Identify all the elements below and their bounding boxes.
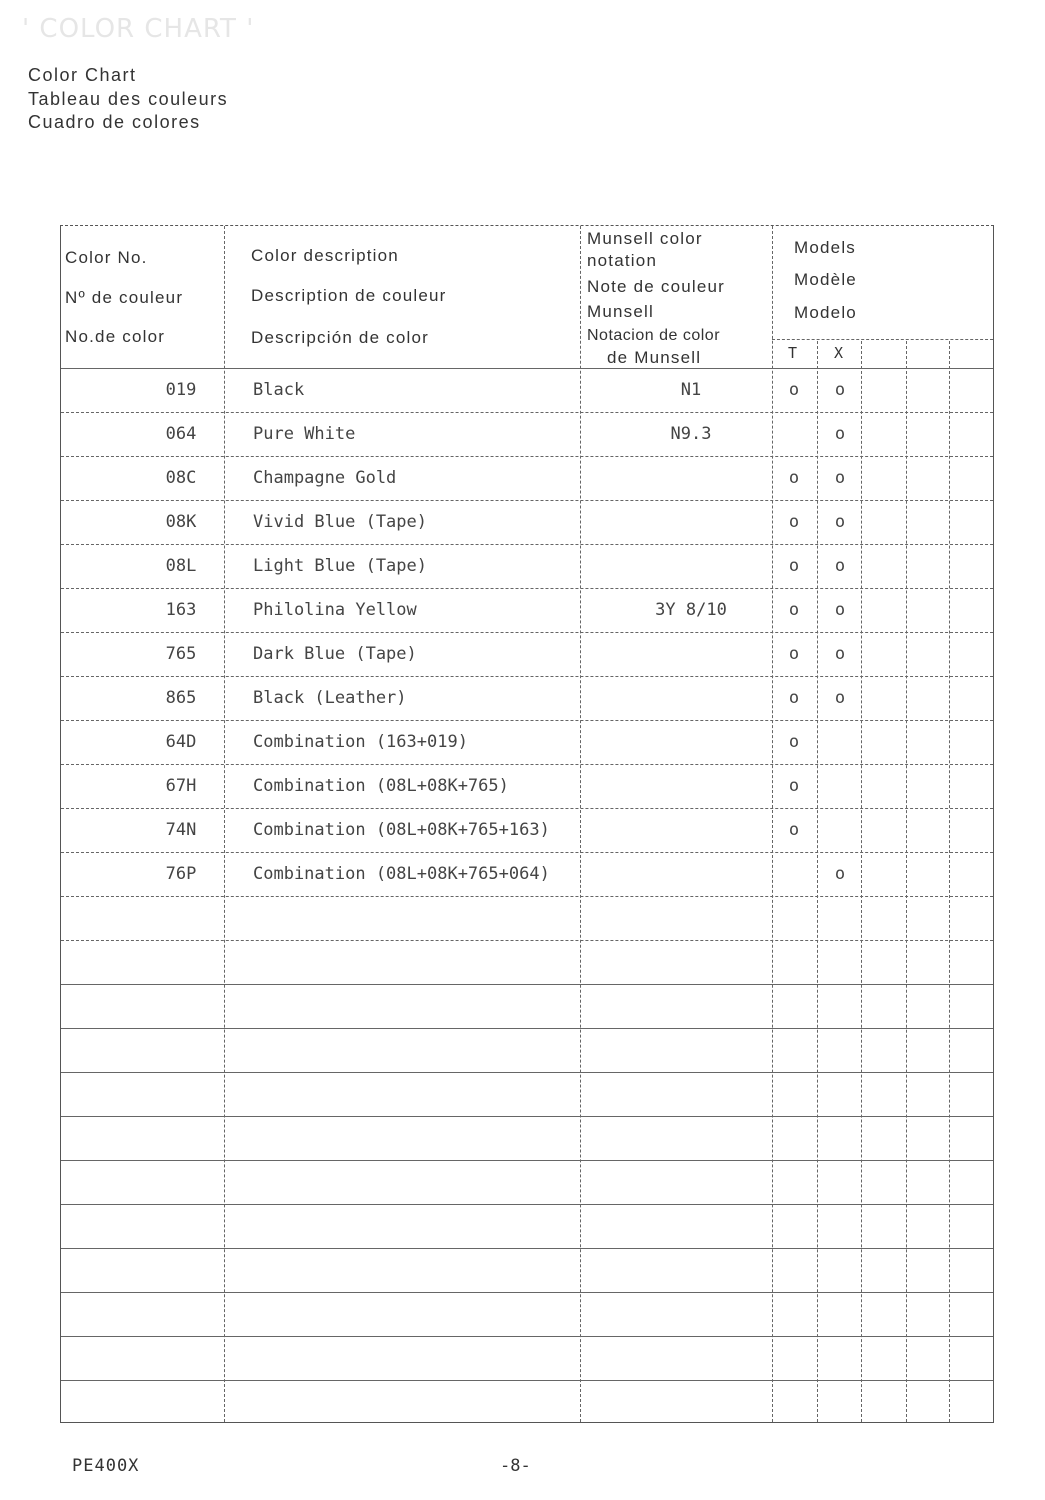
color-number-cell: 064 xyxy=(165,424,197,444)
color-description-cell: Combination (08L+08K+765+163) xyxy=(253,820,550,840)
hdr-desc-fr: Description de couleur xyxy=(251,286,447,305)
hdr-munsell-4: Munsell xyxy=(587,302,654,321)
color-number-cell: 74N xyxy=(165,820,197,840)
row-divider xyxy=(61,1072,993,1073)
color-description-cell: Black (Leather) xyxy=(253,688,407,708)
model-x-cell: o xyxy=(834,424,846,444)
row-divider xyxy=(61,896,993,897)
table-row xyxy=(61,764,993,808)
row-divider xyxy=(61,1116,993,1117)
model-t-cell: o xyxy=(788,468,800,488)
row-divider xyxy=(61,940,993,941)
row-divider xyxy=(61,1160,993,1161)
hdr-color-no-es: No.de color xyxy=(65,327,166,346)
footer-page-number: -8- xyxy=(500,1456,531,1476)
hdr-munsell-6: de Munsell xyxy=(607,348,702,367)
munsell-notation-cell xyxy=(581,676,801,720)
hdr-desc-en: Color description xyxy=(251,246,399,265)
color-description-cell: Pure White xyxy=(253,424,356,444)
color-description-cell: Combination (08L+08K+765) xyxy=(253,776,509,796)
table-row xyxy=(61,368,993,412)
color-number-cell: 019 xyxy=(165,380,197,400)
model-t-cell: o xyxy=(788,776,800,796)
footer-model: PE400X xyxy=(72,1456,140,1476)
hdr-munsell-1: Munsell color xyxy=(587,229,703,248)
table-row xyxy=(61,808,993,852)
color-description-cell: Combination (163+019) xyxy=(253,732,468,752)
color-number-cell: 76P xyxy=(165,864,197,884)
table-row xyxy=(61,456,993,500)
hdr-munsell-2: notation xyxy=(587,251,658,270)
model-x-cell: o xyxy=(834,468,846,488)
munsell-notation-cell xyxy=(581,720,801,764)
title-fr: Tableau des couleurs xyxy=(28,88,229,109)
model-x-cell xyxy=(823,720,857,764)
hdr-model-t: T xyxy=(788,344,799,362)
model-t-cell: o xyxy=(788,644,800,664)
models-subheader-line xyxy=(772,339,993,340)
row-divider xyxy=(61,984,993,985)
hdr-color-no-en: Color No. xyxy=(65,248,148,267)
color-number-cell: 64D xyxy=(165,732,197,752)
row-divider xyxy=(61,1336,993,1337)
row-divider xyxy=(61,1204,993,1205)
color-number-cell: 67H xyxy=(165,776,197,796)
page-titles xyxy=(28,64,228,135)
hdr-models-es: Modelo xyxy=(794,303,857,322)
hdr-munsell-5: Notacion de color xyxy=(587,327,721,344)
color-description-cell: Champagne Gold xyxy=(253,468,397,488)
hdr-models-fr: Modèle xyxy=(794,270,857,289)
model-t-cell xyxy=(777,412,811,456)
table-row xyxy=(61,720,993,764)
munsell-notation-cell: N9.3 xyxy=(670,424,712,444)
model-x-cell xyxy=(823,808,857,852)
color-number-cell: 765 xyxy=(165,644,197,664)
color-number-cell: 08L xyxy=(165,556,197,576)
color-description-cell: Black xyxy=(253,380,305,400)
table-row xyxy=(61,412,993,456)
title-en: Color Chart xyxy=(28,65,137,85)
hdr-color-no-fr: Nº de couleur xyxy=(65,288,184,307)
model-x-cell: o xyxy=(834,864,846,884)
color-description-cell: Combination (08L+08K+765+064) xyxy=(253,864,550,884)
color-number-cell: 08C xyxy=(165,468,197,488)
model-t-cell: o xyxy=(788,380,800,400)
model-x-cell: o xyxy=(834,380,846,400)
color-number-cell: 163 xyxy=(165,600,197,620)
model-t-cell: o xyxy=(788,556,800,576)
munsell-notation-cell xyxy=(581,544,801,588)
model-t-cell: o xyxy=(788,512,800,532)
model-x-cell: o xyxy=(834,644,846,664)
faint-title: ' COLOR CHART ' xyxy=(22,14,255,44)
model-t-cell: o xyxy=(788,688,800,708)
row-divider xyxy=(61,1380,993,1381)
row-divider xyxy=(61,1248,993,1249)
munsell-notation-cell xyxy=(581,456,801,500)
color-description-cell: Vivid Blue (Tape) xyxy=(253,512,427,532)
color-description-cell: Philolina Yellow xyxy=(253,600,417,620)
munsell-notation-cell xyxy=(581,852,801,896)
hdr-model-x: X xyxy=(834,344,845,362)
model-x-cell: o xyxy=(834,688,846,708)
hdr-models-en: Models xyxy=(794,238,857,257)
munsell-notation-cell xyxy=(581,764,801,808)
table-row xyxy=(61,544,993,588)
color-chart-table xyxy=(60,225,994,1423)
table-row xyxy=(61,632,993,676)
model-t-cell xyxy=(777,852,811,896)
model-t-cell: o xyxy=(788,600,800,620)
munsell-notation-cell xyxy=(581,500,801,544)
table-row xyxy=(61,852,993,896)
model-x-cell: o xyxy=(834,512,846,532)
color-number-cell: 865 xyxy=(165,688,197,708)
row-divider xyxy=(61,1028,993,1029)
hdr-desc-es: Descripción de color xyxy=(251,328,430,347)
model-t-cell: o xyxy=(788,732,800,752)
table-row xyxy=(61,500,993,544)
table-row xyxy=(61,676,993,720)
munsell-notation-cell xyxy=(581,632,801,676)
color-description-cell: Light Blue (Tape) xyxy=(253,556,427,576)
model-x-cell: o xyxy=(834,556,846,576)
munsell-notation-cell: 3Y 8/10 xyxy=(655,600,727,620)
row-divider xyxy=(61,1292,993,1293)
model-t-cell: o xyxy=(788,820,800,840)
munsell-notation-cell: N1 xyxy=(680,380,702,400)
title-es: Cuadro de colores xyxy=(28,112,201,132)
model-x-cell: o xyxy=(834,600,846,620)
model-x-cell xyxy=(823,764,857,808)
color-description-cell: Dark Blue (Tape) xyxy=(253,644,417,664)
hdr-munsell-3: Note de couleur xyxy=(587,277,726,296)
munsell-notation-cell xyxy=(581,808,801,852)
color-number-cell: 08K xyxy=(165,512,197,532)
table-row xyxy=(61,588,993,632)
